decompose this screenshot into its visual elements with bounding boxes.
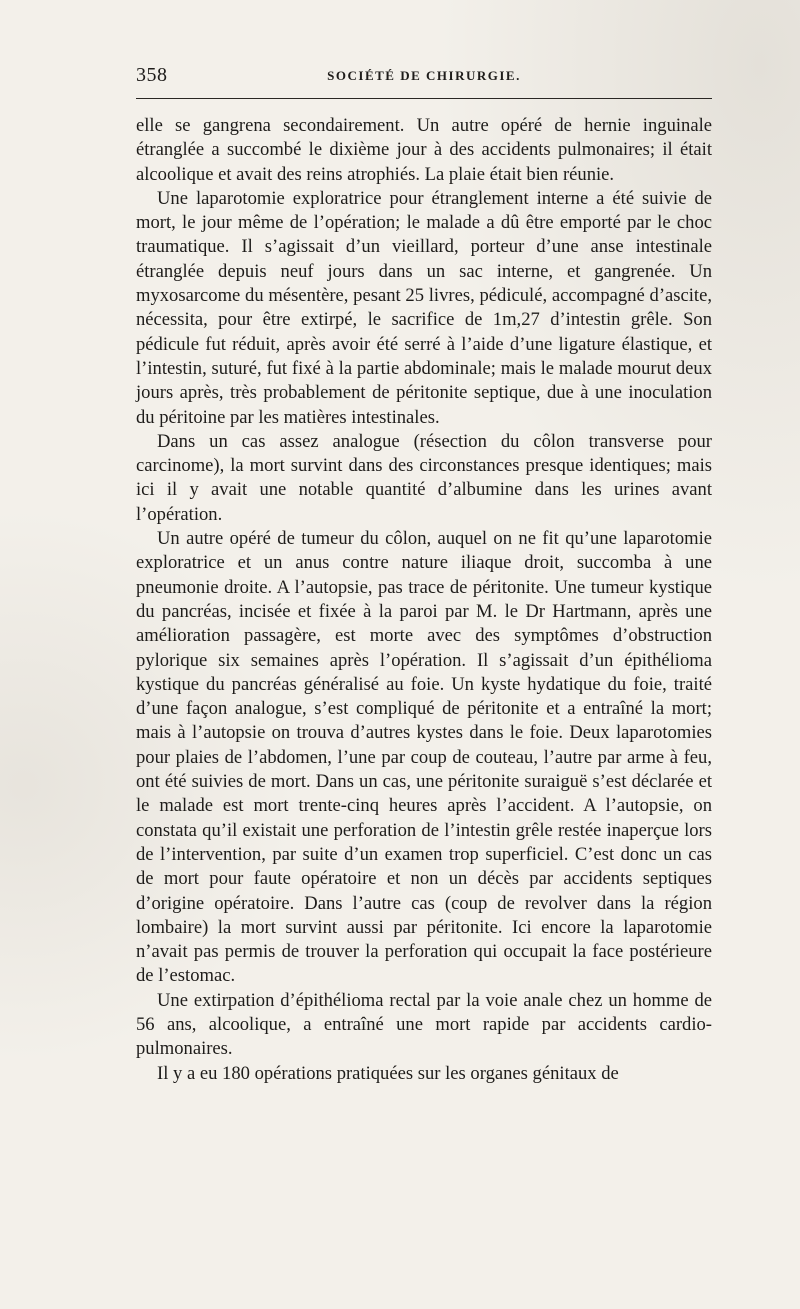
paragraph-3: Dans un cas assez analogue (résection du côlon transverse pour carcinome), la mort survint dans des circonstances presque identiques; mais ici il y avait une notable quantité d’albumine dans les urines avant l’opération.: [136, 430, 712, 525]
page-number: 358: [136, 64, 168, 86]
paragraph-2: Une laparotomie exploratrice pour étranglement interne a été suivie de mort, le jour même de l’opération; le malade a dû être emporté par le choc traumatique. Il s’agissait d’un vieillard, porteur d’une anse intestinale étranglée depuis neuf jours dans un sac interne, et gangrenée. Un myxosarcome du mésentère, pesant 25 livres, pédiculé, accompagné d’ascite, nécessita, pour être extirpé, le sacrifice de 1m,27 d’intestin grêle. Son pédicule fut réduit, après avoir été serré à l’aide d’une ligature élastique, et l’intestin, suturé, fut fixé à la partie abdominale; mais le malade mourut deux jours après, très probablement de péritonite septique, due à une inoculation du péritoine par les matières intestinales.: [136, 187, 712, 428]
body-text: [136, 114, 712, 1086]
header-rule: [136, 98, 712, 99]
paragraph-5: Une extirpation d’épithélioma rectal par la voie anale chez un homme de 56 ans, alcoolique, a entraîné une mort rapide par accidents cardio-pulmonaires.: [136, 989, 712, 1060]
paragraph-4: Un autre opéré de tumeur du côlon, auquel on ne fit qu’une laparotomie exploratrice et un anus contre nature iliaque droit, succomba à une pneumonie droite. A l’autopsie, pas trace de péritonite. Une tumeur kystique du pancréas, incisée et fixée à la paroi par M. le Dr Hartmann, après une amélioration passagère, est morte avec des symptômes d’obstruction pylorique six semaines après l’opération. Il s’agissait d’un épithélioma kystique du pancréas généralisé au foie. Un kyste hydatique du foie, traité d’une façon analogue, s’est compliqué de péritonite et a entraîné la mort; mais à l’autopsie on trouva d’autres kystes dans le foie. Deux laparotomies pour plaies de l’abdomen, l’une par coup de couteau, l’autre par arme à feu, ont été suivies de mort. Dans un cas, une péritonite suraiguë s’est déclarée et le malade est mort trente-cinq heures après l’accident. A l’autopsie, on constata qu’il existait une perforation de l’intestin grêle restée inaperçue lors de l’intervention, par suite d’un examen trop superficiel. C’est donc un cas de mort pour faute opératoire et non un décès par accidents septiques d’origine opératoire. Dans l’autre cas (coup de revolver dans la région lombaire) la mort survint aussi par péritonite. Ici encore la laparotomie n’avait pas permis de trouver la perforation qui occupait la face postérieure de l’estomac.: [136, 528, 712, 987]
page-header: [136, 64, 712, 94]
running-title: SOCIÉTÉ DE CHIRURGIE.: [327, 68, 521, 83]
paragraph-1: elle se gangrena secondairement. Un autre opéré de hernie inguinale étranglée a succombé le dixième jour à des accidents pulmonaires; il était alcoolique et avait des reins atrophiés. La plaie était bien réunie.: [136, 115, 712, 185]
paragraph-6: Il y a eu 180 opérations pratiquées sur les organes génitaux de: [157, 1062, 619, 1084]
